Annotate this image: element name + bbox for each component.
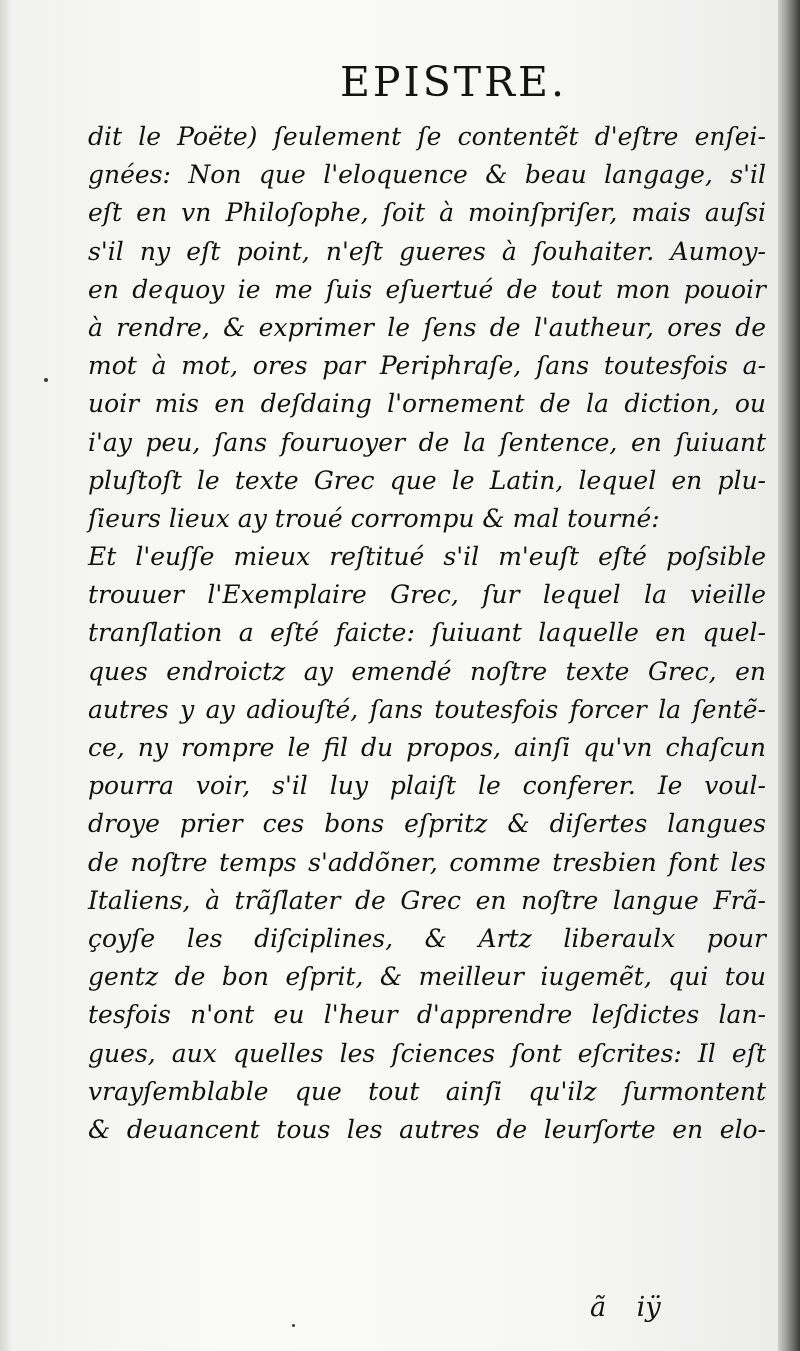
text-line: uoir mis en deſdaing l'ornement de la diction, ou bbox=[88, 389, 766, 419]
text-line: tranſlation a eſté faicte: ſuiuant laquelle en quel- bbox=[88, 618, 766, 648]
text-line: trouuer l'Exemplaire Grec, ſur lequel la vieille bbox=[88, 580, 766, 610]
text-line: i'ay peu, ſans fouruoyer de la ſentence, en ſuiuant bbox=[88, 427, 766, 457]
body-text bbox=[88, 118, 766, 1149]
text-line: pluſtoſt le texte Grec que le Latin, lequel en plu- bbox=[88, 465, 766, 495]
ink-speck bbox=[292, 1324, 295, 1327]
signature-mark: ã iÿ bbox=[590, 1292, 661, 1323]
text-line: çoyſe les diſciplines, & Artz liberaulx pour bbox=[88, 923, 766, 953]
text-line: gues, aux quelles les ſciences ſont eſcrites: Il eſt bbox=[88, 1038, 766, 1068]
ink-speck bbox=[44, 378, 48, 382]
text-line: tesfois n'ont eu l'heur d'apprendre leſdictes lan- bbox=[88, 1000, 766, 1030]
text-line: mot à mot, ores par Periphraſe, ſans toutesfois a- bbox=[88, 351, 766, 381]
text-line: Italiens, à trãſlater de Grec en noſtre langue Frã- bbox=[88, 885, 766, 915]
text-line: eſt en vn Philoſophe, ſoit à moinſpriſer, mais auſsi bbox=[88, 198, 766, 228]
binding-edge bbox=[778, 0, 800, 1351]
text-line: ques endroictz ay emendé noſtre texte Grec, en bbox=[88, 656, 766, 686]
text-line: en dequoy ie me ſuis eſuertué de tout mon pouoir bbox=[88, 274, 766, 304]
text-line: pourra voir, s'il luy plaiſt le conferer. Ie voul- bbox=[88, 771, 766, 801]
text-line: à rendre, & exprimer le ſens de l'autheur, ores de bbox=[88, 312, 766, 342]
page-edge-shadow bbox=[0, 0, 12, 1351]
text-line: de noſtre temps s'addõner, comme tresbien font les bbox=[88, 847, 766, 877]
text-line: dit le Poëte) ſeulement ſe contentẽt d'eſtre enſei- bbox=[88, 122, 766, 151]
text-line: ce, ny rompre le fil du propos, ainſi qu'vn chaſcun bbox=[88, 733, 766, 762]
text-line: gentz de bon eſprit, & meilleur iugemẽt, qui tou bbox=[88, 962, 766, 992]
text-line: ſieurs lieux ay troué corrompu & mal tourné: bbox=[88, 503, 660, 533]
text-line: gnées: Non que l'eloquence & beau langage, s'il bbox=[88, 160, 766, 190]
text-line: s'il ny eſt point, n'eſt gueres à ſouhaiter. Aumoy- bbox=[88, 236, 766, 266]
text-line: autres y ay adiouſté, ſans toutesfois forcer la ſentẽ- bbox=[88, 694, 766, 724]
text-line: Et l'euſſe mieux reſtitué s'il m'euſt eſté poſsible bbox=[88, 542, 766, 572]
text-line: & deuancent tous les autres de leurſorte en elo- bbox=[88, 1114, 766, 1144]
running-head: EPISTRE. bbox=[340, 58, 567, 106]
text-line: vrayſemblable que tout ainſi qu'ilz ſurmontent bbox=[88, 1076, 766, 1106]
text-line: droye prier ces bons eſpritz & diſertes langues bbox=[88, 809, 766, 839]
